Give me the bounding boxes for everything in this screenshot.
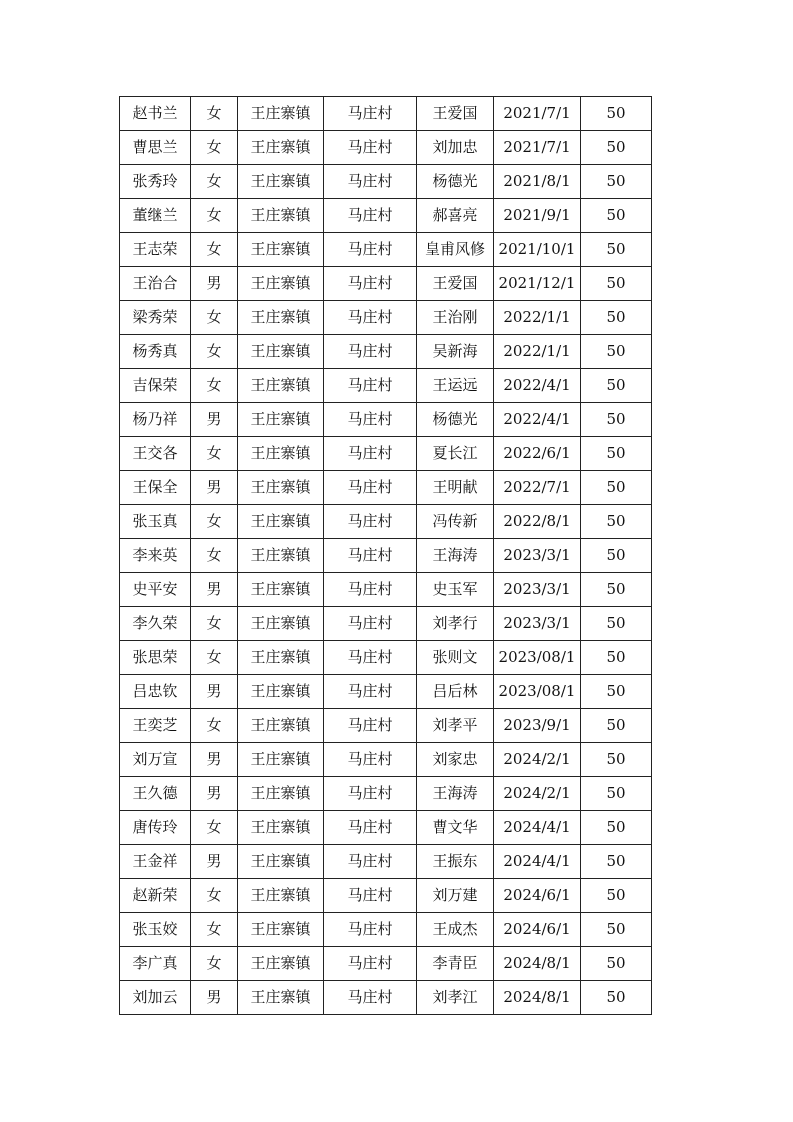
cell-village: 马庄村	[324, 369, 417, 403]
cell-amount: 50	[581, 369, 652, 403]
cell-guardian: 吴新海	[417, 335, 494, 369]
cell-guardian: 曹文华	[417, 811, 494, 845]
table-row	[120, 471, 652, 505]
cell-amount: 50	[581, 97, 652, 131]
table-row	[120, 573, 652, 607]
cell-name: 王金祥	[120, 845, 191, 879]
cell-guardian: 王爱国	[417, 267, 494, 301]
table-row	[120, 301, 652, 335]
cell-gender: 女	[191, 879, 238, 913]
cell-date: 2023/08/1	[494, 675, 581, 709]
table-row	[120, 233, 652, 267]
cell-gender: 男	[191, 981, 238, 1015]
cell-date: 2023/3/1	[494, 539, 581, 573]
cell-amount: 50	[581, 777, 652, 811]
cell-name: 张秀玲	[120, 165, 191, 199]
cell-town: 王庄寨镇	[238, 879, 324, 913]
cell-date: 2023/3/1	[494, 573, 581, 607]
cell-amount: 50	[581, 573, 652, 607]
table-row	[120, 335, 652, 369]
cell-amount: 50	[581, 233, 652, 267]
cell-amount: 50	[581, 641, 652, 675]
cell-name: 张思荣	[120, 641, 191, 675]
cell-guardian: 刘家忠	[417, 743, 494, 777]
cell-date: 2022/8/1	[494, 505, 581, 539]
cell-town: 王庄寨镇	[238, 777, 324, 811]
cell-town: 王庄寨镇	[238, 471, 324, 505]
cell-guardian: 皇甫风修	[417, 233, 494, 267]
cell-town: 王庄寨镇	[238, 335, 324, 369]
cell-name: 王久德	[120, 777, 191, 811]
cell-gender: 女	[191, 709, 238, 743]
cell-gender: 女	[191, 437, 238, 471]
cell-town: 王庄寨镇	[238, 641, 324, 675]
table-row	[120, 743, 652, 777]
cell-gender: 女	[191, 607, 238, 641]
cell-town: 王庄寨镇	[238, 131, 324, 165]
cell-date: 2022/4/1	[494, 369, 581, 403]
table-row	[120, 607, 652, 641]
table-row	[120, 709, 652, 743]
cell-date: 2024/4/1	[494, 811, 581, 845]
cell-amount: 50	[581, 879, 652, 913]
cell-guardian: 王运远	[417, 369, 494, 403]
table-row	[120, 981, 652, 1015]
cell-village: 马庄村	[324, 301, 417, 335]
cell-date: 2024/2/1	[494, 777, 581, 811]
cell-gender: 女	[191, 97, 238, 131]
cell-amount: 50	[581, 675, 652, 709]
cell-amount: 50	[581, 437, 652, 471]
cell-guardian: 吕后林	[417, 675, 494, 709]
cell-amount: 50	[581, 981, 652, 1015]
table-row	[120, 641, 652, 675]
cell-date: 2023/9/1	[494, 709, 581, 743]
cell-date: 2021/12/1	[494, 267, 581, 301]
cell-town: 王庄寨镇	[238, 97, 324, 131]
cell-guardian: 郝喜亮	[417, 199, 494, 233]
cell-date: 2024/6/1	[494, 913, 581, 947]
cell-village: 马庄村	[324, 811, 417, 845]
table-row	[120, 131, 652, 165]
cell-village: 马庄村	[324, 709, 417, 743]
cell-date: 2024/8/1	[494, 981, 581, 1015]
cell-guardian: 王治刚	[417, 301, 494, 335]
cell-date: 2021/7/1	[494, 131, 581, 165]
cell-name: 王保全	[120, 471, 191, 505]
table-row	[120, 437, 652, 471]
records-table-body	[120, 97, 652, 1015]
cell-village: 马庄村	[324, 539, 417, 573]
cell-date: 2023/08/1	[494, 641, 581, 675]
cell-village: 马庄村	[324, 573, 417, 607]
cell-town: 王庄寨镇	[238, 369, 324, 403]
cell-gender: 男	[191, 777, 238, 811]
cell-town: 王庄寨镇	[238, 403, 324, 437]
cell-village: 马庄村	[324, 743, 417, 777]
cell-name: 刘加云	[120, 981, 191, 1015]
cell-gender: 女	[191, 505, 238, 539]
cell-town: 王庄寨镇	[238, 539, 324, 573]
table-row	[120, 369, 652, 403]
cell-name: 杨秀真	[120, 335, 191, 369]
table-row	[120, 675, 652, 709]
cell-town: 王庄寨镇	[238, 573, 324, 607]
cell-amount: 50	[581, 505, 652, 539]
cell-town: 王庄寨镇	[238, 607, 324, 641]
cell-date: 2021/9/1	[494, 199, 581, 233]
cell-gender: 女	[191, 811, 238, 845]
cell-town: 王庄寨镇	[238, 947, 324, 981]
cell-town: 王庄寨镇	[238, 743, 324, 777]
cell-name: 王交各	[120, 437, 191, 471]
cell-gender: 男	[191, 471, 238, 505]
cell-amount: 50	[581, 607, 652, 641]
cell-date: 2021/8/1	[494, 165, 581, 199]
cell-gender: 男	[191, 845, 238, 879]
cell-town: 王庄寨镇	[238, 199, 324, 233]
cell-gender: 女	[191, 131, 238, 165]
cell-name: 史平安	[120, 573, 191, 607]
cell-village: 马庄村	[324, 607, 417, 641]
cell-name: 吕忠钦	[120, 675, 191, 709]
cell-village: 马庄村	[324, 437, 417, 471]
cell-date: 2024/8/1	[494, 947, 581, 981]
cell-gender: 女	[191, 947, 238, 981]
cell-amount: 50	[581, 743, 652, 777]
cell-name: 王治合	[120, 267, 191, 301]
cell-village: 马庄村	[324, 97, 417, 131]
cell-town: 王庄寨镇	[238, 811, 324, 845]
table-row	[120, 403, 652, 437]
cell-guardian: 李青臣	[417, 947, 494, 981]
cell-amount: 50	[581, 471, 652, 505]
cell-town: 王庄寨镇	[238, 505, 324, 539]
cell-gender: 男	[191, 267, 238, 301]
cell-village: 马庄村	[324, 675, 417, 709]
cell-village: 马庄村	[324, 981, 417, 1015]
cell-town: 王庄寨镇	[238, 709, 324, 743]
cell-date: 2022/1/1	[494, 335, 581, 369]
cell-guardian: 杨德光	[417, 403, 494, 437]
table-row	[120, 165, 652, 199]
cell-guardian: 刘孝平	[417, 709, 494, 743]
cell-amount: 50	[581, 301, 652, 335]
cell-village: 马庄村	[324, 267, 417, 301]
cell-gender: 女	[191, 335, 238, 369]
cell-town: 王庄寨镇	[238, 267, 324, 301]
cell-guardian: 史玉军	[417, 573, 494, 607]
cell-date: 2023/3/1	[494, 607, 581, 641]
cell-gender: 女	[191, 165, 238, 199]
cell-name: 王志荣	[120, 233, 191, 267]
cell-village: 马庄村	[324, 641, 417, 675]
cell-gender: 男	[191, 743, 238, 777]
cell-name: 李广真	[120, 947, 191, 981]
cell-village: 马庄村	[324, 947, 417, 981]
cell-town: 王庄寨镇	[238, 165, 324, 199]
cell-village: 马庄村	[324, 199, 417, 233]
cell-town: 王庄寨镇	[238, 675, 324, 709]
table-row	[120, 505, 652, 539]
cell-date: 2022/4/1	[494, 403, 581, 437]
cell-gender: 男	[191, 403, 238, 437]
cell-guardian: 刘孝江	[417, 981, 494, 1015]
cell-name: 王奕芝	[120, 709, 191, 743]
cell-amount: 50	[581, 267, 652, 301]
cell-town: 王庄寨镇	[238, 233, 324, 267]
cell-village: 马庄村	[324, 471, 417, 505]
table-row	[120, 97, 652, 131]
cell-name: 刘万宣	[120, 743, 191, 777]
cell-guardian: 王成杰	[417, 913, 494, 947]
cell-gender: 女	[191, 913, 238, 947]
cell-amount: 50	[581, 403, 652, 437]
cell-gender: 男	[191, 675, 238, 709]
cell-gender: 女	[191, 199, 238, 233]
cell-amount: 50	[581, 335, 652, 369]
cell-amount: 50	[581, 165, 652, 199]
cell-date: 2021/10/1	[494, 233, 581, 267]
cell-name: 李来英	[120, 539, 191, 573]
cell-date: 2024/6/1	[494, 879, 581, 913]
cell-village: 马庄村	[324, 165, 417, 199]
cell-amount: 50	[581, 811, 652, 845]
cell-date: 2022/7/1	[494, 471, 581, 505]
cell-gender: 女	[191, 369, 238, 403]
cell-name: 赵新荣	[120, 879, 191, 913]
cell-town: 王庄寨镇	[238, 981, 324, 1015]
cell-village: 马庄村	[324, 505, 417, 539]
cell-amount: 50	[581, 845, 652, 879]
cell-gender: 女	[191, 301, 238, 335]
cell-guardian: 张则文	[417, 641, 494, 675]
cell-date: 2022/1/1	[494, 301, 581, 335]
cell-guardian: 刘万建	[417, 879, 494, 913]
cell-gender: 女	[191, 539, 238, 573]
cell-amount: 50	[581, 539, 652, 573]
cell-guardian: 王爱国	[417, 97, 494, 131]
cell-date: 2024/2/1	[494, 743, 581, 777]
cell-town: 王庄寨镇	[238, 437, 324, 471]
table-row	[120, 879, 652, 913]
cell-guardian: 杨德光	[417, 165, 494, 199]
cell-village: 马庄村	[324, 879, 417, 913]
cell-town: 王庄寨镇	[238, 913, 324, 947]
table-row	[120, 947, 652, 981]
cell-name: 张玉真	[120, 505, 191, 539]
table-row	[120, 199, 652, 233]
table-row	[120, 845, 652, 879]
cell-village: 马庄村	[324, 335, 417, 369]
cell-village: 马庄村	[324, 845, 417, 879]
cell-village: 马庄村	[324, 403, 417, 437]
cell-name: 唐传玲	[120, 811, 191, 845]
cell-date: 2022/6/1	[494, 437, 581, 471]
cell-guardian: 王振东	[417, 845, 494, 879]
cell-town: 王庄寨镇	[238, 845, 324, 879]
cell-name: 赵书兰	[120, 97, 191, 131]
cell-gender: 女	[191, 641, 238, 675]
cell-guardian: 王海涛	[417, 539, 494, 573]
cell-name: 吉保荣	[120, 369, 191, 403]
cell-name: 张玉姣	[120, 913, 191, 947]
cell-town: 王庄寨镇	[238, 301, 324, 335]
table-row	[120, 267, 652, 301]
cell-village: 马庄村	[324, 913, 417, 947]
cell-guardian: 王明献	[417, 471, 494, 505]
cell-guardian: 夏长江	[417, 437, 494, 471]
table-row	[120, 811, 652, 845]
cell-amount: 50	[581, 913, 652, 947]
table-row	[120, 913, 652, 947]
cell-gender: 男	[191, 573, 238, 607]
cell-name: 杨乃祥	[120, 403, 191, 437]
cell-guardian: 刘加忠	[417, 131, 494, 165]
cell-date: 2024/4/1	[494, 845, 581, 879]
cell-village: 马庄村	[324, 777, 417, 811]
cell-village: 马庄村	[324, 131, 417, 165]
table-row	[120, 539, 652, 573]
cell-guardian: 刘孝行	[417, 607, 494, 641]
records-table	[119, 96, 652, 1015]
cell-village: 马庄村	[324, 233, 417, 267]
cell-date: 2021/7/1	[494, 97, 581, 131]
cell-guardian: 王海涛	[417, 777, 494, 811]
cell-amount: 50	[581, 947, 652, 981]
cell-name: 曹思兰	[120, 131, 191, 165]
cell-name: 董继兰	[120, 199, 191, 233]
cell-name: 梁秀荣	[120, 301, 191, 335]
cell-gender: 女	[191, 233, 238, 267]
cell-name: 李久荣	[120, 607, 191, 641]
cell-amount: 50	[581, 199, 652, 233]
cell-amount: 50	[581, 709, 652, 743]
table-row	[120, 777, 652, 811]
cell-amount: 50	[581, 131, 652, 165]
cell-guardian: 冯传新	[417, 505, 494, 539]
